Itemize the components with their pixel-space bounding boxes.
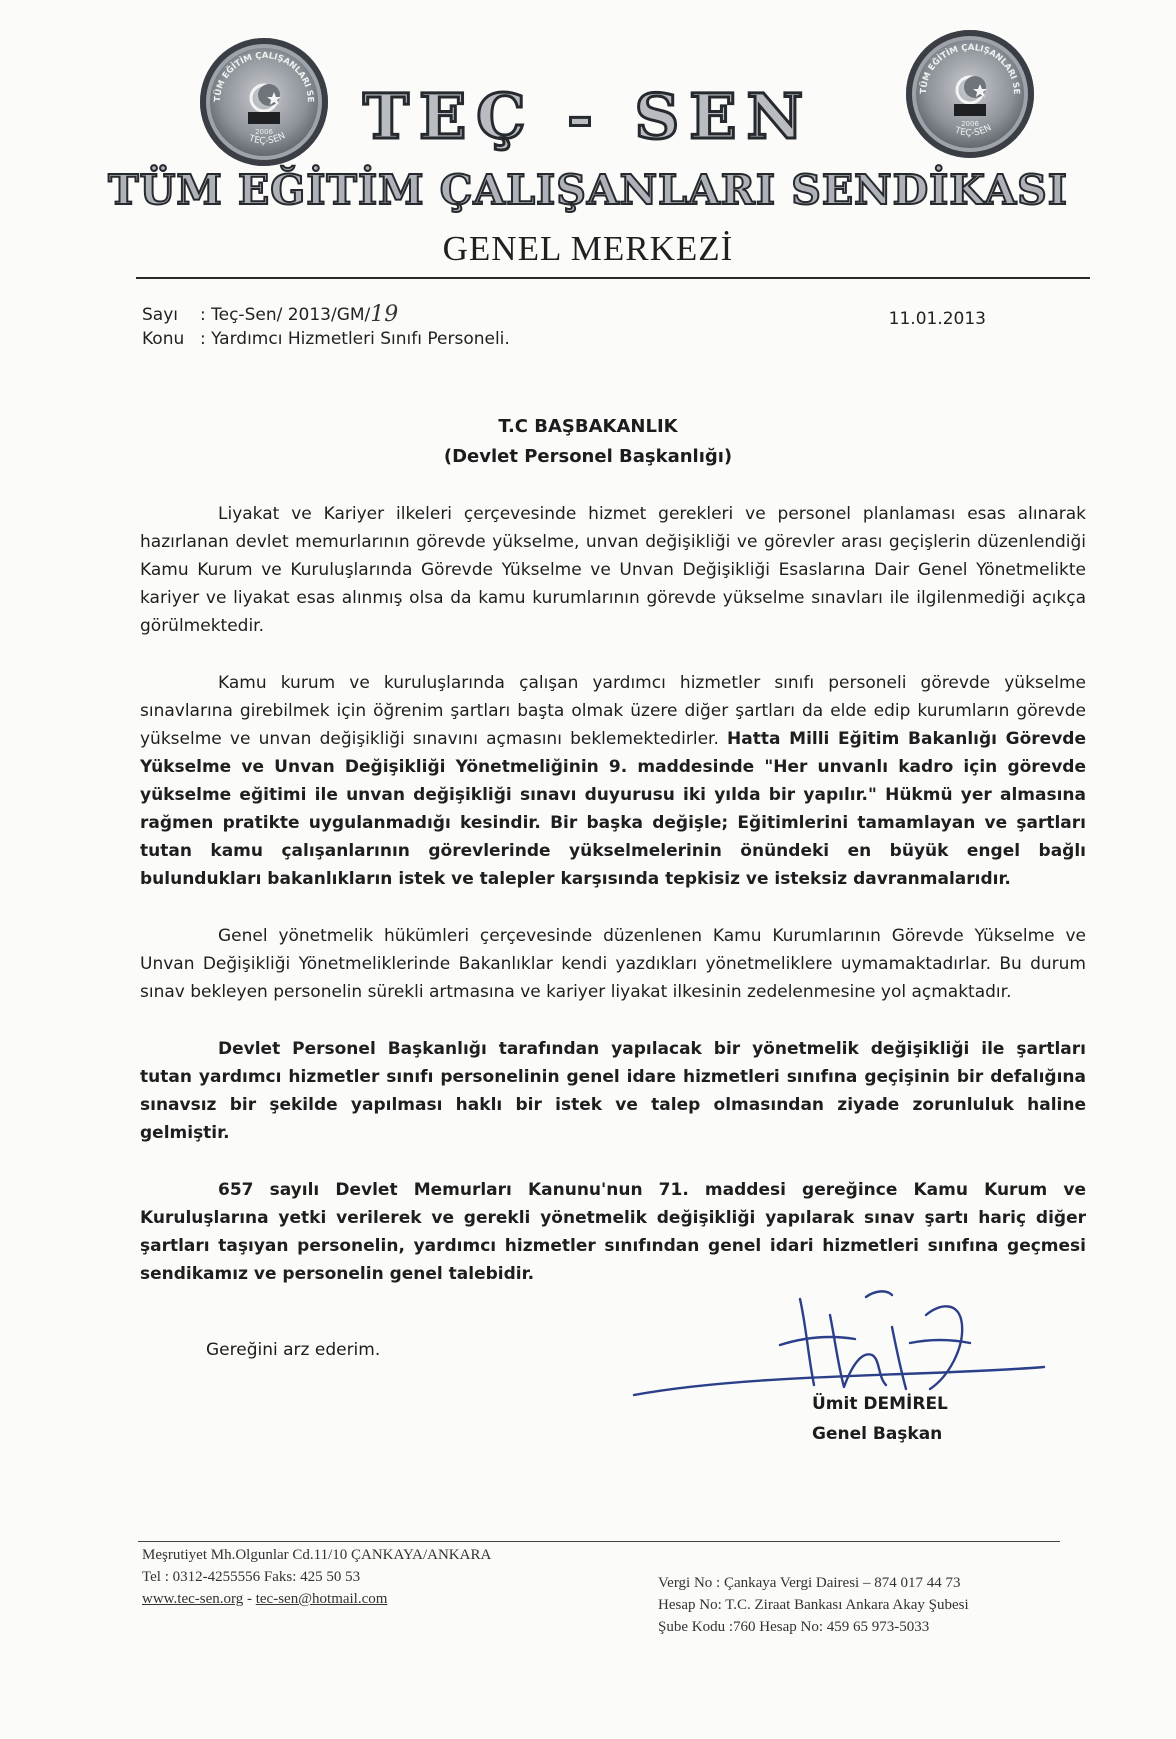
- footer-phone: Tel : 0312-4255556 Faks: 425 50 53: [142, 1569, 361, 1585]
- body-paragraph-2-text: Kamu kurum ve kuruluşlarında çalışan yardımcı hizmetler sınıfı personeli görevde yükselme sınavlarına girebilmek için öğrenim şartları başta olmak üzere diğer şartları da elde edip kurumların görevde yükselme ve unvan değişikliği sınavını açmasını beklemektedirler.: [140, 673, 1086, 749]
- seal-year: 2006: [961, 120, 979, 128]
- recipient-block: [0, 412, 1176, 472]
- seal-bottom-text: TEÇ-SEN: [953, 123, 994, 139]
- reference-label: Sayı: [142, 305, 178, 325]
- body-paragraph-2-emphasis: Hatta Milli Eğitim Bakanlığı Görevde Yükselme ve Unvan Değişikliği Yönetmeliğinin 9. maddesinde "Her unvanlı kadro için görevde yükselme eğitimi ile unvan değişikliği sınavı duyurusu iki yılda bir yapılır." Hükmü yer almasına rağmen pratikte uygulanmadığı kesindir. Bir başka değişle; Eğitimlerini tamamlayan ve şartları tutan kamu çalışanlarının görevlerinde yükselmelerinin önündeki en büyük engel bağlı bulundukları bakanlıkların istek ve talepler karşısında tepkisiz ve isteksiz davranmalarıdır.: [140, 729, 1086, 889]
- footer-separator: -: [246, 1591, 252, 1607]
- letterhead-subtitle: TÜM EĞİTİM ÇALIŞANLARI SENDİKASI: [108, 166, 1068, 214]
- body-paragraph-5: 657 sayılı Devlet Memurları Kanunu'nun 71. maddesi gereğince Kamu Kurum ve Kuruluşlarına yetki verilerek ve gerekli yönetmelik değişikliği yapılarak sınav şartı hariç diğer şartları taşıyan personelin, yardımcı hizmetler sınıfından genel idari hizmetleri sınıfına geçmesi sendikamız ve personelin genel talebidir.: [140, 1180, 1086, 1284]
- signer-title: Genel Başkan: [812, 1424, 943, 1444]
- reference-number-row: [142, 303, 510, 327]
- footer-address: Meşrutiyet Mh.Olgunlar Cd.11/10 ÇANKAYA/ANKARA: [142, 1547, 492, 1563]
- footer-divider: [138, 1541, 1060, 1542]
- closing-line: Gereğini arz ederim.: [206, 1340, 381, 1360]
- subject-value: : Yardımcı Hizmetleri Sınıfı Personeli.: [200, 329, 510, 349]
- footer-branch: Şube Kodu :760 Hesap No: 459 65 973-5033: [658, 1619, 930, 1635]
- seal-bottom-text: TEÇ-SEN: [247, 131, 288, 147]
- subject-row: [142, 327, 510, 351]
- body-paragraph-1: Liyakat ve Kariyer ilkeleri çerçevesinde hizmet gerekleri ve personel planlaması esas alınarak hazırlanan devlet memurlarının görevde yükselme, unvan değişikliği ve görevler arası geçişlerin düzenlendiği Kamu Kurum ve Kuruluşlarında Görevde Yükselme ve Unvan Değişikliği Esaslarına Dair Genel Yönetmelikte kariyer ve liyakat esas alınmış olsa da kamu kurumlarının görevde yükselme sınavları ile ilgilenmediği açıkça görülmektedir.: [140, 504, 1086, 636]
- email-link[interactable]: tec-sen@hotmail.com: [255, 1591, 388, 1607]
- footer-contact: [142, 1544, 491, 1610]
- signer-block: [812, 1389, 948, 1449]
- seal-arc-text: TÜM EĞİTİM ÇALIŞANLARI SE: [212, 50, 316, 103]
- body-paragraph-2: [140, 669, 1086, 893]
- recipient-line-1: T.C BAŞBAKANLIK: [498, 416, 678, 437]
- subject-label: Konu: [142, 329, 185, 349]
- seal-arc-text: TÜM EĞİTİM ÇALIŞANLARI SE: [918, 42, 1022, 95]
- footer-account: Hesap No: T.C. Ziraat Bankası Ankara Akay Şubesi: [658, 1597, 969, 1613]
- footer-web-row: [142, 1588, 491, 1610]
- body-paragraph-3: Genel yönetmelik hükümleri çerçevesinde düzenlenen Kamu Kurumlarının Görevde Yükselme ve Unvan Değişikliği Yönetmeliklerinde Bakanlıklar kendi yazdıkları yönetmeliklere uymamaktadırlar. Bu durum sınav bekleyen personelin sürekli artmasına ve kariyer liyakat ilkesinin zedelenmesine yol açmaktadır.: [140, 926, 1086, 1002]
- recipient-line-2: (Devlet Personel Başkanlığı): [443, 446, 733, 467]
- body-paragraph-4: Devlet Personel Başkanlığı tarafından yapılacak bir yönetmelik değişikliği ile şartları tutan yardımcı hizmetler sınıfı personelinin genel idare hizmetleri sınıfına geçişinin bir defalığına sınavsız bir şekilde yapılması haklı bir istek ve talep olmasından ziyade zorunluluk haline gelmiştir.: [140, 1039, 1086, 1143]
- footer-tax: Vergi No : Çankaya Vergi Dairesi – 874 017 44 73: [658, 1575, 961, 1591]
- letter-meta: [142, 303, 510, 351]
- letterhead-title: TEÇ - SEN: [362, 80, 814, 153]
- letter-body: [140, 500, 1086, 1288]
- signer-name: Ümit DEMİREL: [812, 1394, 948, 1414]
- header-divider: [136, 277, 1090, 279]
- footer-bank: [658, 1572, 969, 1638]
- reference-value: : Teç-Sen/ 2013/GM/: [200, 305, 371, 325]
- website-link[interactable]: www.tec-sen.org: [142, 1591, 244, 1607]
- reference-handwritten-number: 19: [370, 302, 399, 327]
- seal-year: 2006: [255, 128, 273, 136]
- letter-date: 11.01.2013: [888, 309, 986, 329]
- letterhead-headquarters: GENEL MERKEZİ: [442, 229, 734, 268]
